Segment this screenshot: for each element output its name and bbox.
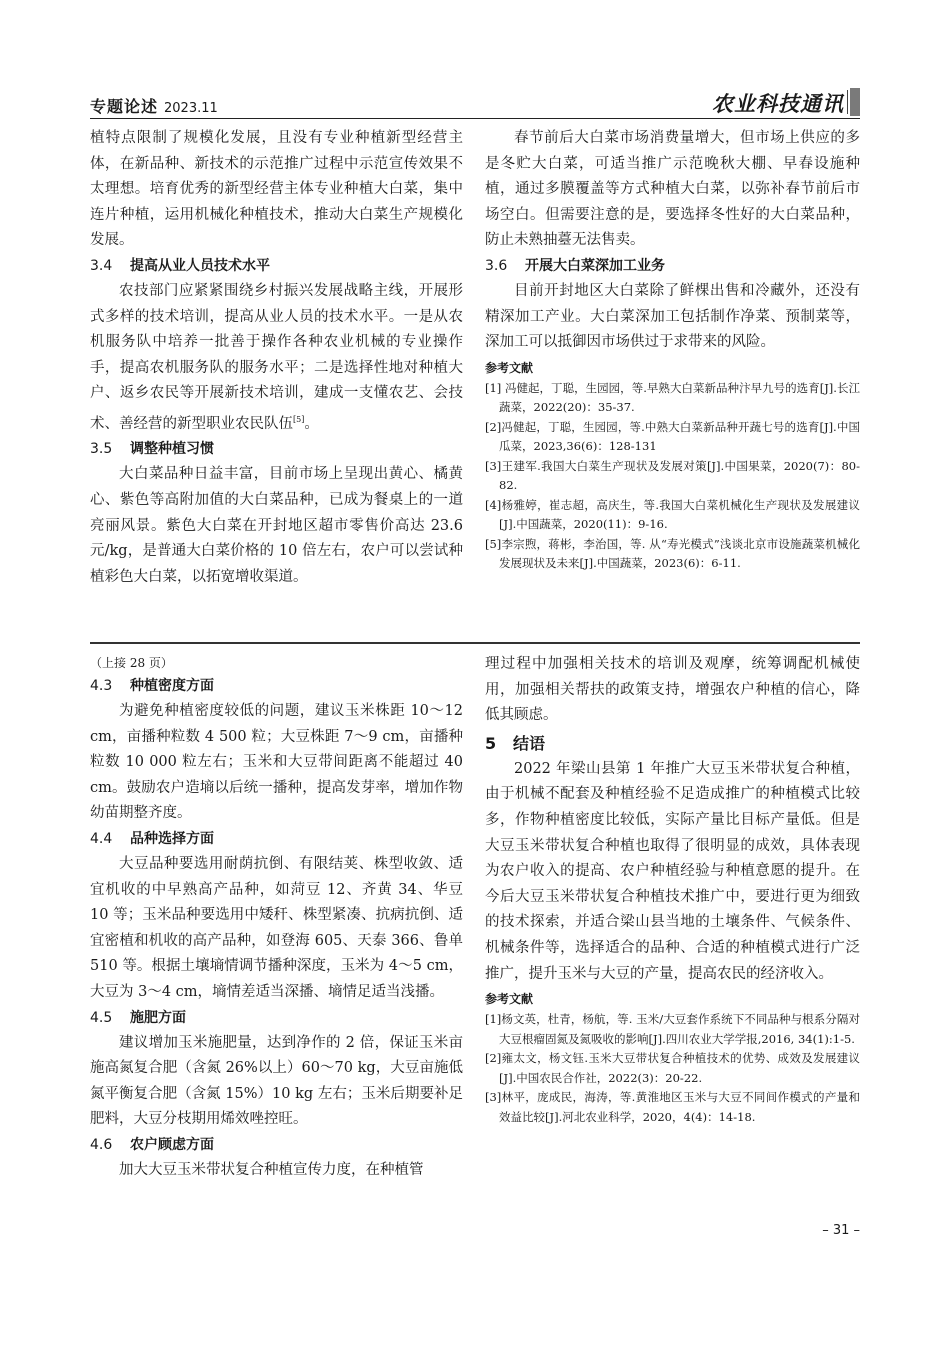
paragraph: 理过程中加强相关技术的培训及观摩，统筹调配机械使用，加强相关帮扶的政策支持，增强农户种植的信心，降低其顾虑。 bbox=[485, 656, 860, 724]
reference-item: [1] 冯健起，丁聪，生园园，等.早熟大白菜新品种汴早九号的选育[J].长江蔬菜，2022(20)：35-37. bbox=[485, 380, 860, 415]
header-rule bbox=[847, 90, 849, 114]
section-heading-3-6: 3.6 开展大白菜深加工业务 bbox=[485, 257, 665, 274]
reference-item: [4]杨雅婷，崔志超，高庆生，等.我国大白菜机械化生产现状及发展建议[J].中国蔬菜，2020(11)：9-16. bbox=[485, 497, 860, 532]
paragraph: 建议增加玉米施肥量，达到净作的 2 倍，保证玉米亩施高氮复合肥（含氮 26%以上）60～70 kg，大豆亩施低氮平衡复合肥（含氮 15%）10 kg 左右；玉米后期要补足肥料，大豆分枝期用烯效唑控旺。 bbox=[90, 1034, 463, 1128]
bottom-right-column bbox=[485, 652, 860, 1127]
section-heading-4-5: 4.5 施肥方面 bbox=[90, 1009, 186, 1026]
paragraph: 植特点限制了规模化发展，且没有专业种植新型经营主体，在新品种、新技术的示范推广过程中示范宣传效果不太理想。培育优秀的新型经营主体专业种植大白菜，集中连片种植，运用机械化种植技术，推动大白菜生产规模化发展。 bbox=[90, 130, 463, 249]
section-heading-3-5: 3.5 调整种植习惯 bbox=[90, 441, 214, 458]
reference-item: [2]雍太文，杨文钰.玉米大豆带状复合种植技术的优势、成效及发展建议[J].中国农民合作社，2022(3)：20-22. bbox=[485, 1051, 860, 1085]
paragraph: 为避免种植密度较低的问题，建议玉米株距 10～12 cm，亩播种粒数 4 500 粒；大豆株距 7～9 cm，亩播种粒数 10 000 粒左右；玉米和大豆带间距离不能超过 40 cm。鼓励农户造墒以后统一播种，提高发芽率，增加作物幼苗期整齐度。 bbox=[90, 703, 463, 822]
header-bar bbox=[850, 88, 860, 116]
section-heading-3-4: 3.4 提高从业人员技术水平 bbox=[90, 257, 270, 274]
reference-item: [5]李宗煦，蒋彬，李治国，等. 从“寿光模式”浅谈北京市设施蔬菜机械化发展现状及未来[J].中国蔬菜，2023(6)：6-11. bbox=[485, 536, 860, 571]
issue-date: 2023.11 bbox=[164, 101, 218, 116]
top-right-column bbox=[485, 126, 860, 574]
references-heading: 参考文献 bbox=[485, 360, 534, 375]
section-heading-5: 5 结语 bbox=[485, 733, 546, 753]
paragraph: 目前开封地区大白菜除了鲜棵出售和冷藏外，还没有精深加工产业。大白菜深加工包括制作净菜、预制菜等，深加工可以抵御因市场供过于求带来的风险。 bbox=[485, 282, 860, 351]
section-label: 专题论述 2023.11 bbox=[90, 97, 218, 116]
reference-item: [3]王建军.我国大白菜生产现状及发展对策[J].中国果菜，2020(7)：80-82. bbox=[485, 458, 860, 493]
reference-item: [1]杨文英，杜青，杨航，等. 玉米/大豆套作系统下不同品种与根系分隔对大豆根瘤固氮及氮吸收的影响[J].四川农业大学学报,2016, 34(1):1-5. bbox=[485, 1012, 860, 1046]
top-left-column bbox=[90, 126, 463, 590]
section-heading-4-3: 4.3 种植密度方面 bbox=[90, 678, 214, 694]
bottom-left-column bbox=[90, 652, 463, 1184]
section-heading-4-6: 4.6 农户顾虑方面 bbox=[90, 1136, 214, 1153]
paragraph: 2022 年梁山县第 1 年推广大豆玉米带状复合种植，由于机械不配套及种植经验不足造成推广的种植模式比较多，作物种植密度比较低，实际产量比目标产量低。但是大豆玉米带状复合种植也取得了很明显的成效，具体表现为农户收入的提高、农户种植经验与种植意愿的提升。在今后大豆玉米带状复合种植技术推广中，要进行更为细致的技术探索，并适合梁山县当地的土壤条件、气候条件、机械条件等，选择适合的品种、合适的种植模式进行广泛推广，提升玉米与大豆的产量，提高农民的经济收入。 bbox=[485, 760, 860, 982]
article-divider bbox=[90, 642, 860, 644]
paragraph: 大白菜品种日益丰富，目前市场上呈现出黄心、橘黄心、紫色等高附加值的大白菜品种，已成为餐桌上的一道亮丽风景。紫色大白菜在开封地区超市零售价高达 23.6 元/kg，是普通大白菜价格的 10 倍左右，农户可以尝试种植彩色大白菜，以拓宽增收渠道。 bbox=[90, 466, 463, 585]
paragraph: 春节前后大白菜市场消费量增大，但市场上供应的多是冬贮大白菜，可适当推广示范晚秋大棚、早春设施种植，通过多膜覆盖等方式种植大白菜，以弥补春节前后市场空白。但需要注意的是，要选择冬性好的大白菜品种，防止未熟抽薹无法售卖。 bbox=[485, 130, 860, 249]
page-number: – 31 – bbox=[822, 1223, 860, 1238]
section-heading-4-4: 4.4 品种选择方面 bbox=[90, 830, 214, 847]
paragraph: 大豆品种要选用耐荫抗倒、有限结荚、株型收敛、适宜机收的中早熟高产品种，如菏豆 12、齐黄 34、华豆 10 等；玉米品种要选用中矮秆、株型紧凑、抗病抗倒、适宜密植和机收的高产品种，如登海 605、天泰 366、鲁单 510 等。根据土壤墒情调节播种深度，玉米为 4～5 cm，大豆为 3～4 cm，墒情差适当深播、墒情足适当浅播。 bbox=[90, 855, 463, 1000]
running-header bbox=[90, 86, 860, 119]
paragraph: 农技部门应紧紧围绕乡村振兴发展战略主线，开展形式多样的技术培训，提高从业人员的技术水平。一是从农机服务队中培养一批善于操作各种农业机械的专业操作手，提高农机服务队的服务水平；二是选择性地对种植大户、返乡农民等开展新技术培训，建成一支懂农艺、会技术、善经营的新型职业农民队伍[5]。 bbox=[90, 282, 463, 432]
paragraph: 加大大豆玉米带状复合种植宣传力度，在种植管 bbox=[119, 1161, 424, 1178]
citation: [5] bbox=[293, 414, 305, 424]
references-heading: 参考文献 bbox=[485, 992, 534, 1007]
continued-note: （上接 28 页） bbox=[90, 656, 173, 670]
journal-logo: 农业科技通讯 bbox=[712, 91, 844, 116]
reference-item: [3]林平，庞成民，海涛，等.黄淮地区玉米与大豆不同间作模式的产量和效益比较[J].河北农业科学，2020，4(4)：14-18. bbox=[485, 1090, 860, 1124]
reference-item: [2]冯健起，丁聪，生园园，等.中熟大白菜新品种开蔬七号的选育[J].中国瓜菜，2023,36(6)：128-131 bbox=[485, 419, 860, 454]
